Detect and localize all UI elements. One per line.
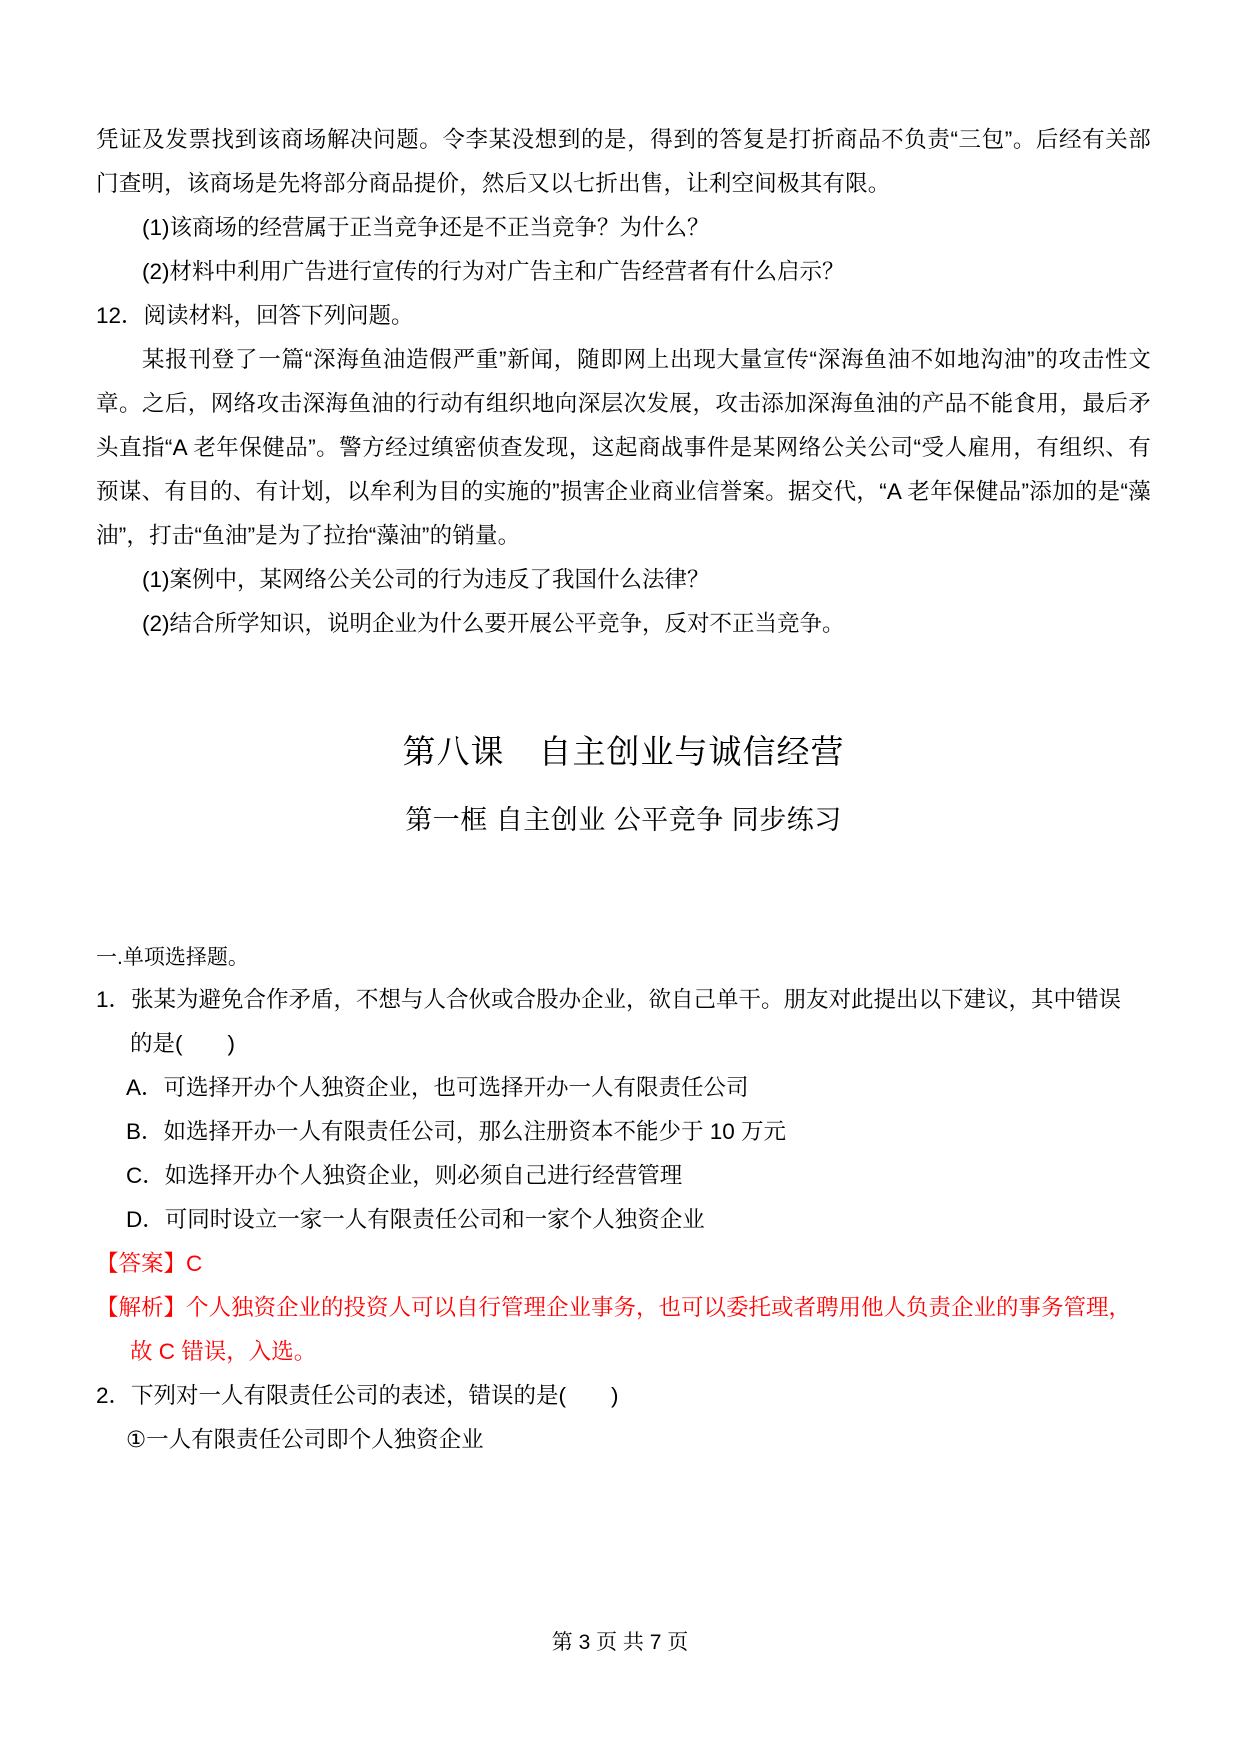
question-1-explanation-line1: 【解析】个人独资企业的投资人可以自行管理企业事务，也可以委托或者聘用他人负责企业的事务管理， [96,1295,1132,1320]
sub-question-2-q12: (2)结合所学知识，说明企业为什么要开展公平竞争，反对不正当竞争。 [142,611,845,636]
question-1-answer: 【答案】C [96,1251,203,1276]
question-1-option-d: D．可同时设立一家一人有限责任公司和一家个人独资企业 [126,1207,705,1232]
question-1-stem-line1: 1．张某为避免合作矛盾，不想与人合伙或合股办企业，欲自己单干。朋友对此提出以下建议，其中错误 [96,987,1122,1012]
question-1-explanation-line2: 故 C 错误，入选。 [130,1339,317,1364]
question-1-option-a: A．可选择开办个人独资企业，也可选择开办一人有限责任公司 [126,1075,749,1100]
lesson-title: 第八课 自主创业与诚信经营 [402,733,845,770]
lesson-title-block [96,724,1151,846]
page-content [96,118,1151,1462]
page-footer [0,1626,1240,1656]
sub-question-2-q11: (2)材料中利用广告进行宣传的行为对广告主和广告经营者有什么启示？ [142,259,845,284]
question-12-stem: 12．阅读材料，回答下列问题。 [96,303,414,328]
page-indicator: 第 3 页 共 7 页 [551,1631,689,1654]
sub-question-1-q12: (1)案例中，某网络公关公司的行为违反了我国什么法律？ [142,567,710,592]
question-12-material: 某报刊登了一篇“深海鱼油造假严重”新闻，随即网上出现大量宣传“深海鱼油不如地沟油”的攻击性文章。之后，网络攻击深海鱼油的行动有组织地向深层次发展，攻击添加深海鱼油的产品不能食用，最后矛头直指“A 老年保健品”。警方经过缜密侦查发现，这起商战事件是某网络公关公司“受人雇用，有组织、有预谋、有目的、有计划，以牟利为目的实施的”损害企业商业信誉案。据交代，“A 老年保健品”添加的是“藻油”，打击“鱼油”是为了拉抬“藻油”的销量。 [96,347,1151,548]
continued-paragraph: 凭证及发票找到该商场解决问题。令李某没想到的是，得到的答复是打折商品不负责“三包”。后经有关部门查明，该商场是先将部分商品提价，然后又以七折出售，让利空间极其有限。 [96,127,1151,196]
section-label-multiple-choice: 一.单项选择题。 [96,946,249,969]
lesson-subtitle: 第一框 自主创业 公平竞争 同步练习 [405,805,842,835]
question-1-stem-line2: 的是( ) [130,1031,235,1056]
question-2-stem: 2．下列对一人有限责任公司的表述，错误的是( ) [96,1383,619,1408]
question-1-option-c: C．如选择开办个人独资企业，则必须自己进行经营管理 [126,1163,683,1188]
section-spacer [96,846,1151,938]
question-1-option-b: B．如选择开办一人有限责任公司，那么注册资本不能少于 10 万元 [126,1119,787,1144]
sub-question-1-q11: (1)该商场的经营属于正当竞争还是不正当竞争？为什么？ [142,215,710,240]
question-2-item-1: ①一人有限责任公司即个人独资企业 [126,1427,484,1452]
